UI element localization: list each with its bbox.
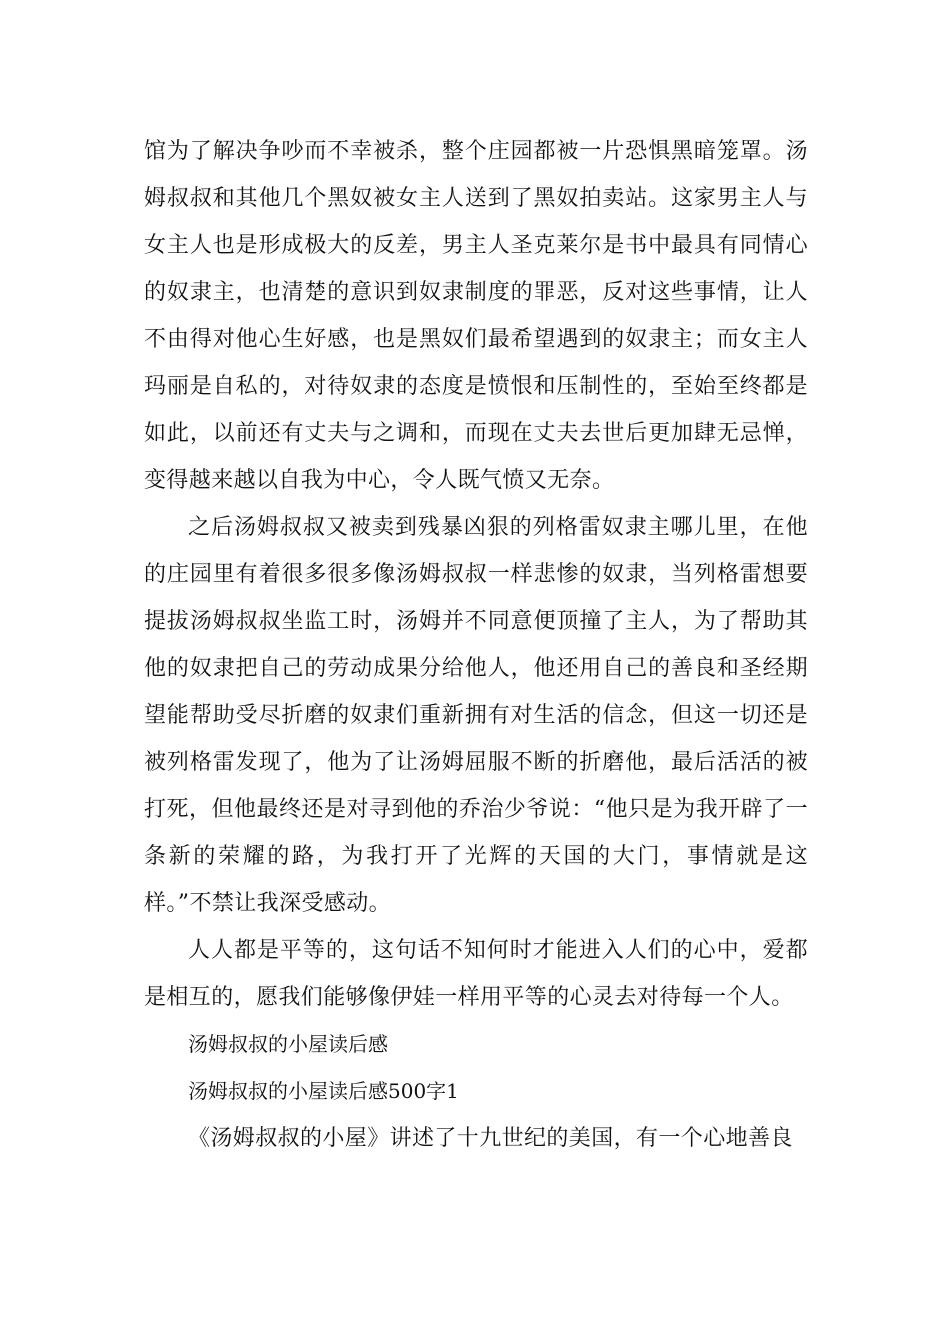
section-title: 汤姆叔叔的小屋读后感 [188,1032,388,1056]
paragraph-continuation: 馆为了解决争吵而不幸被杀，整个庄园都被一片恐惧黑暗笼罩。汤姆叔叔和其他几个黑奴被女主人送到了黑奴拍卖站。这家男主人与女主人也是形成极大的反差，男主人圣克莱尔是书中最具有同情心的奴隶主，也清楚的意识到奴隶制度的罪恶，反对这些事情，让人不由得对他心生好感，也是黑奴们最希望遇到的奴隶主；而女主人玛丽是自私的，对待奴隶的态度是愤恨和压制性的，至始至终都是如此，以前还有丈夫与之调和，而现在丈夫去世后更加肆无忌惮，变得越来越以自我为中心，令人既气愤又无奈。 [144,139,808,493]
paragraph-intro: 《汤姆叔叔的小屋》讲述了十九世纪的美国，有一个心地善良 [188,1126,793,1151]
section-subtitle: 汤姆叔叔的小屋读后感500字1 [188,1079,459,1103]
paragraph-equality: 人人都是平等的，这句话不知何时才能进入人们的心中，爱都是相互的，愿我们能够像伊娃一样用平等的心灵去对待每一个人。 [144,938,808,1010]
paragraph-legree: 之后汤姆叔叔又被卖到残暴凶狠的列格雷奴隶主哪儿里，在他的庄园里有着很多很多像汤姆叔叔一样悲惨的奴隶，当列格雷想要提拔汤姆叔叔坐监工时，汤姆并不同意便顶撞了主人，为了帮助其他的奴隶把自己的劳动成果分给他人，他还用自己的善良和圣经期望能帮助受尽折磨的奴隶们重新拥有对生活的信念，但这一切还是被列格雷发现了，他为了让汤姆屈服不断的折磨他，最后活活的被打死，但他最终还是对寻到他的乔治少爷说：“他只是为我开辟了一条新的荣耀的路，为我打开了光辉的天国的大门，事情就是这样。”不禁让我深受感动。 [144,515,808,916]
document-body [144,128,808,1162]
